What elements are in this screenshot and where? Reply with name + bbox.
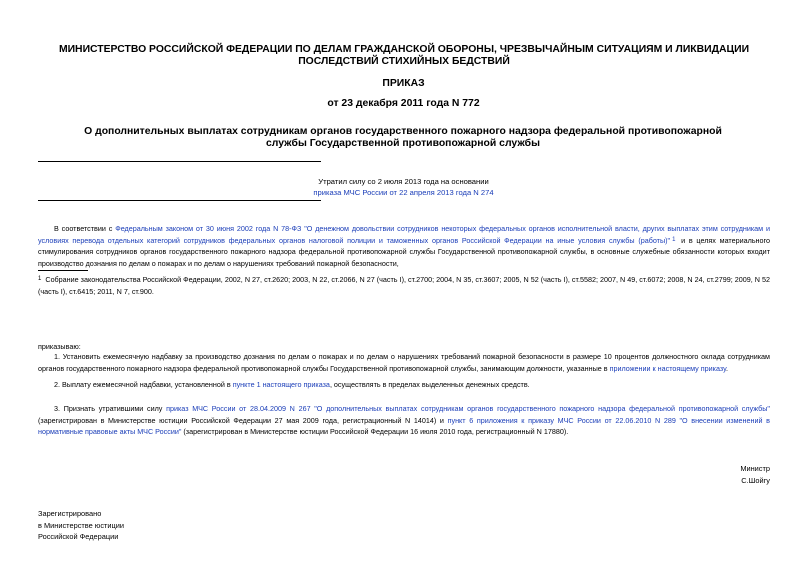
lost-force-text: Утратил силу со 2 июля 2013 года на основании (318, 177, 489, 186)
document-type: ПРИКАЗ (382, 78, 425, 89)
order-item-2-end: , осуществлять в пределах выделенных денежных средств. (329, 380, 530, 389)
preamble-paragraph (38, 223, 770, 269)
status-note (300, 176, 507, 198)
registration-line-2: в Министерстве юстиции (38, 520, 125, 530)
footnote-text: Собрание законодательства Российской Федерации, 2002, N 27, ст.2620; 2003, N 22, ст.2066, N 27 (часть I), ст.2700; 2004, N 35, ст.3607; 2005, N 52 (часть I), ст.5582; 2007, N 49, ст.6072; 2008, N 24, ст.2799; 2009, N 52 (часть I), ст.6415; 2011, N 7, ст.900. (38, 275, 770, 296)
footnote-divider (38, 270, 88, 271)
order-item-1-end: . (725, 363, 728, 373)
basis-order-link[interactable]: приказа МЧС России от 22 апреля 2013 года N 274 (313, 188, 494, 197)
preamble-suffix: и в целях материального стимулирования сотрудников органов государственного пожарного надзора федеральной противопожарной службы Государственной противопожарной службы, в основные служебные обязанности которых входит производство дознания по делам о пожарах и по делам о нарушениях требований пожарной безопасности, (38, 235, 770, 268)
order-267-link[interactable]: приказ МЧС России от 28.04.2009 N 267 "О дополнительных выплатах сотрудникам органов государственного пожарного надзора федеральной противопожарной службы" (166, 404, 770, 413)
registration-line-3: Российской Федерации (38, 532, 119, 541)
item-1-link[interactable]: пункте 1 настоящего приказа (232, 380, 330, 389)
appendix-link[interactable]: приложении к настоящему приказу (609, 363, 726, 373)
registration-line-1: Зарегистрировано (38, 509, 102, 518)
divider-second (38, 200, 321, 201)
footnote-reference[interactable]: 1 (672, 236, 676, 243)
order-item-2-text: 2. Выплату ежемесячной надбавки, установленной в (54, 380, 233, 389)
order-item-1 (38, 351, 770, 374)
document-subject: О дополнительных выплатах сотрудникам органов государственного пожарного надзора федеральной противопожарной службы Государственной противопожарной службы (84, 126, 722, 149)
ministry-name: МИНИСТЕРСТВО РОССИЙСКОЙ ФЕДЕРАЦИИ ПО ДЕЛАМ ГРАЖДАНСКОЙ ОБОРОНЫ, ЧРЕЗВЫЧАЙНЫМ СИТУАЦИЯМ И ЛИКВИДАЦИИ ПОСЛЕДСТВИЙ СТИХИЙНЫХ БЕДСТВИЙ (58, 44, 750, 67)
order-item-3-text: 3. Признать утратившими силу (54, 404, 167, 413)
signature-name: С.Шойгу (741, 475, 770, 485)
signature-block (740, 463, 770, 486)
preamble-prefix: В соответствии с (54, 224, 116, 233)
footnote-mark: 1 (38, 276, 42, 282)
footnote (38, 274, 770, 297)
divider-top (38, 161, 321, 162)
ordered-word: приказываю: (38, 342, 81, 351)
order-item-2 (38, 379, 770, 391)
order-item-1-text: 1. Установить ежемесячную надбавку за производство дознания по делам о пожарах и по делам о нарушениях требований пожарной безопасности в размере 10 процентов должностного оклада сотрудникам органов государственного пожарного надзора федеральной противопожарной службы Государственной противопожарной службы, занимающим должности, указанные в (38, 352, 770, 373)
order-item-3 (38, 403, 770, 438)
order-item-3-mid: (зарегистрирован в Министерстве юстиции Российской Федерации 27 мая 2009 года, регистрационный N 14014) и (38, 415, 448, 425)
federal-law-link[interactable]: Федеральным законом от 30 июня 2002 года N 78-ФЗ "О денежном довольствии сотрудников некоторых федеральных органов исполнительной власти, других выплатах этим сотрудникам и условиях перевода отдельных категорий сотрудников федеральных органов налоговой полиции и таможенных органов Российской Федерации на иные условия службы (работы)" (38, 224, 771, 245)
order-289-link[interactable]: пункт 6 приложения к приказу МЧС России от 22.06.2010 N 289 "О внесении изменений в нормативные правовые акты МЧС России" (38, 415, 770, 437)
signature-title: Министр (740, 464, 770, 473)
registration-block (38, 508, 124, 543)
order-item-3-end: (зарегистрирован в Министерстве юстиции Российской Федерации 16 июля 2010 года, регистрационный N 17880). (181, 427, 569, 437)
document-date-number: от 23 декабря 2011 года N 772 (327, 98, 480, 109)
